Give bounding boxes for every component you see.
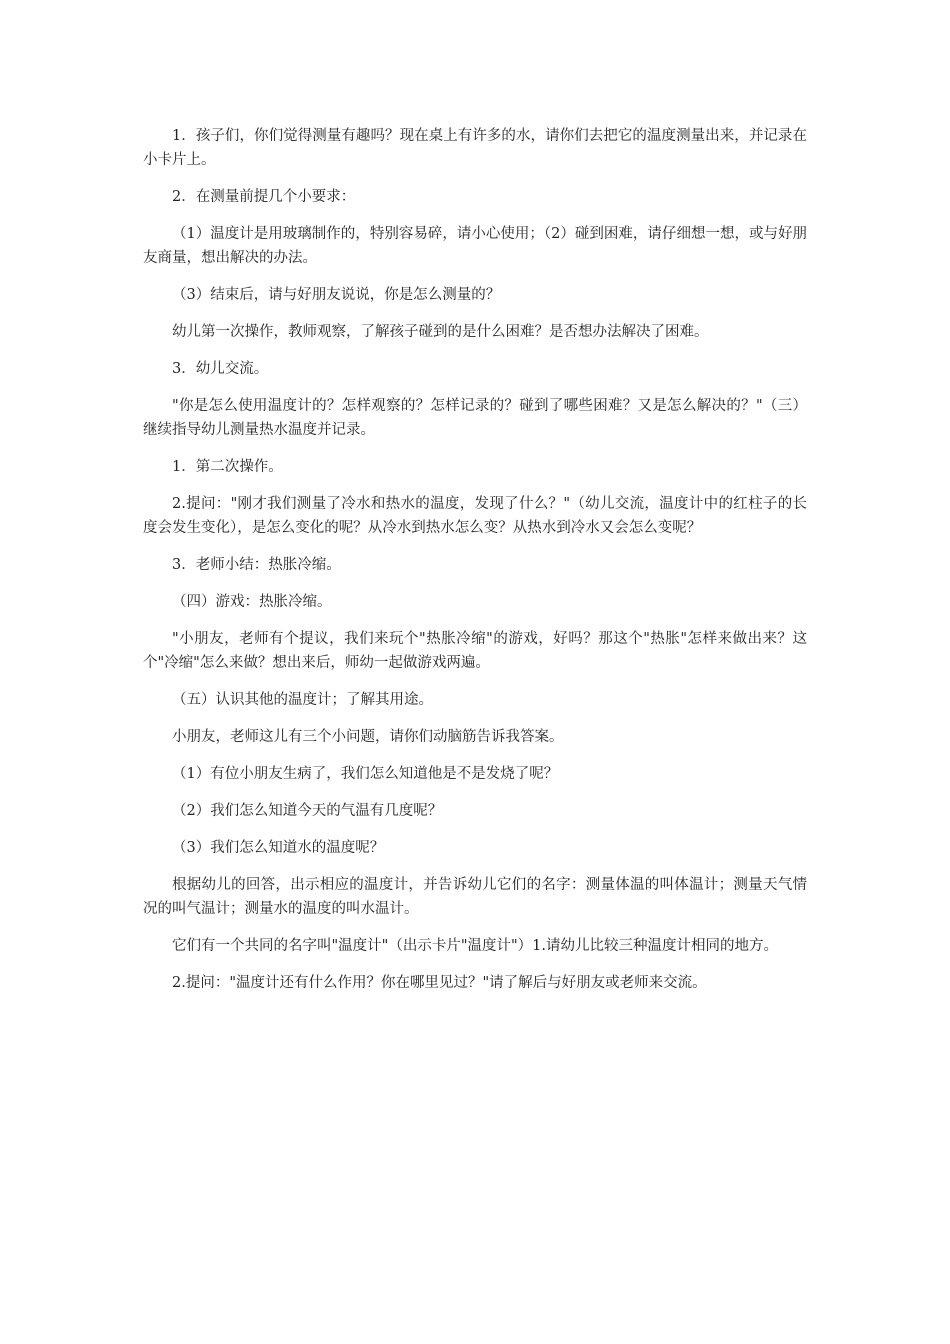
paragraph: （1）温度计是用玻璃制作的，特别容易碎，请小心使用；（2）碰到困难，请仔细想一想，或与好朋友商量，想出解决的办法。 [143,226,807,266]
paragraph: 根据幼儿的回答，出示相应的温度计，并告诉幼儿它们的名字：测量体温的叫体温计；测量天气情况的叫气温计；测量水的温度的叫水温计。 [143,877,807,917]
paragraph: 2.提问："温度计还有什么作用？你在哪里见过？"请了解后与好朋友或老师来交流。 [172,975,707,991]
paragraph: 1．第二次操作。 [172,459,283,475]
paragraph: 小朋友，老师这儿有三个小问题，请你们动脑筋告诉我答案。 [172,729,564,745]
paragraph: 它们有一个共同的名字叫"温度计"（出示卡片"温度计"）1.请幼儿比较三种温度计相同的地方。 [172,938,779,954]
document-body [143,124,807,1008]
paragraph: （1）有位小朋友生病了，我们怎么知道他是不是发烧了呢？ [172,766,559,782]
paragraph: （四）游戏：热胀冷缩。 [172,594,332,610]
paragraph: 2．在测量前提几个小要求： [172,189,356,205]
paragraph: 幼儿第一次操作，教师观察，了解孩子碰到的是什么困难？是否想办法解决了困难。 [172,324,709,340]
paragraph: 3．幼儿交流。 [172,361,269,377]
paragraph: "小朋友，老师有个提议，我们来玩个"热胀冷缩"的游戏，好吗？那这个"热胀"怎样来做出来？这个"冷缩"怎么来做？想出来后，师幼一起做游戏两遍。 [143,631,807,671]
paragraph: 1．孩子们，你们觉得测量有趣吗？现在桌上有许多的水，请你们去把它的温度测量出来，并记录在小卡片上。 [143,128,807,168]
paragraph: "你是怎么使用温度计的？怎样观察的？怎样记录的？碰到了哪些困难？又是怎么解决的？"（三）继续指导幼儿测量热水温度并记录。 [143,398,807,438]
paragraph: 2.提问："刚才我们测量了冷水和热水的温度，发现了什么？"（幼儿交流，温度计中的红柱子的长度会发生变化），是怎么变化的呢？从冷水到热水怎么变？从热水到冷水又会怎么变呢？ [143,496,807,536]
paragraph: （五）认识其他的温度计；了解其用途。 [172,692,433,708]
paragraph: （3）我们怎么知道水的温度呢？ [172,840,385,856]
paragraph: （2）我们怎么知道今天的气温有几度呢？ [172,803,443,819]
paragraph: （3）结束后，请与好朋友说说，你是怎么测量的？ [172,287,501,303]
paragraph: 3．老师小结：热胀冷缩。 [172,557,341,573]
